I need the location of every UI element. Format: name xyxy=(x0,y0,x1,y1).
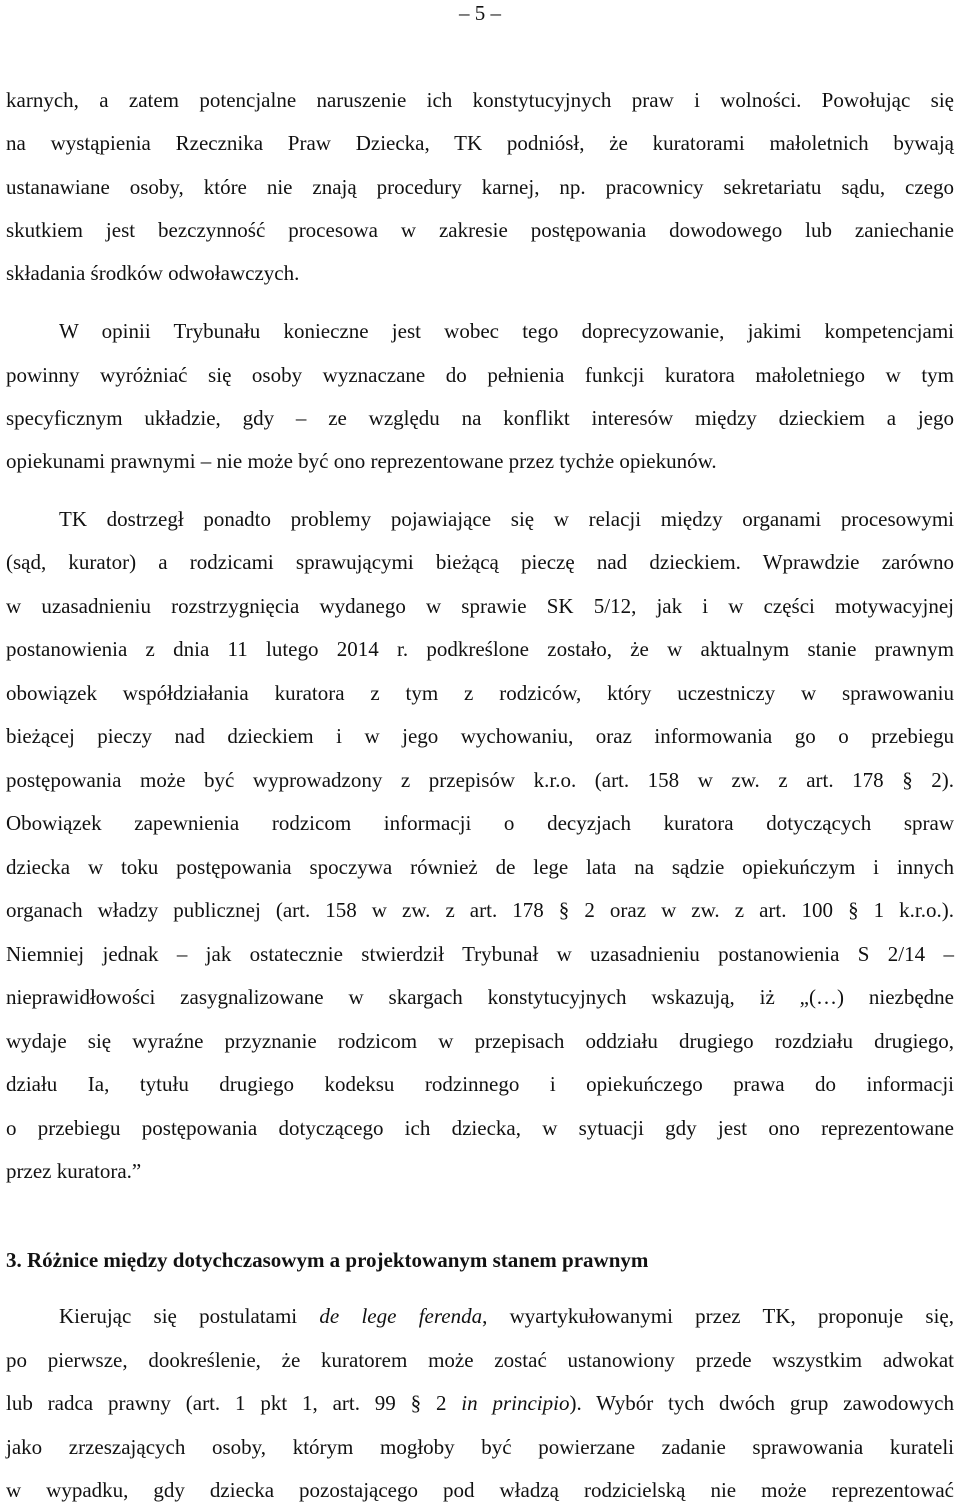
paragraph-3-line-4: postanowienia z dnia 11 lutego 2014 r. podkreślone zostało, że w aktualnym stanie prawnym xyxy=(6,637,954,661)
section-paragraph-line-1-end: , wyartykułowanymi przez TK, proponuje się, xyxy=(482,1304,954,1328)
section-paragraph-line-4: jako zrzeszających osoby, którym mogłoby być powierzane zadanie sprawowania kurateli xyxy=(6,1435,954,1459)
paragraph-3-line-9: dziecka w toku postępowania spoczywa również de lege lata na sądzie opiekuńczym i innych xyxy=(6,855,954,879)
paragraph-1-line-4: skutkiem jest bezczynność procesowa w zakresie postępowania dowodowego lub zaniechanie xyxy=(6,218,954,242)
paragraph-3-line-1: TK dostrzegł ponadto problemy pojawiające się w relacji między organami procesowymi xyxy=(59,507,954,531)
section-paragraph-line-3-end: ). Wybór tych dwóch grup zawodowych xyxy=(569,1391,954,1415)
paragraph-3-line-14: działu Ia, tytułu drugiego kodeksu rodzinnego i opiekuńczego prawa do informacji xyxy=(6,1072,954,1096)
paragraph-3-line-10: organach władzy publicznej (art. 158 w zw. z art. 178 § 2 oraz w zw. z art. 100 § 1 k.r.o.). xyxy=(6,898,954,922)
paragraph-3-line-3: w uzasadnieniu rozstrzygnięcia wydanego w sprawie SK 5/12, jak i w części motywacyjnej xyxy=(6,594,954,618)
paragraph-3-line-6: bieżącej pieczy nad dzieckiem i w jego wychowaniu, oraz informowania go o przebiegu xyxy=(6,724,954,748)
paragraph-3-line-16: przez kuratora.” xyxy=(6,1159,142,1183)
paragraph-3-line-7: postępowania może być wyprowadzony z przepisów k.r.o. (art. 158 w zw. z art. 178 § 2). xyxy=(6,768,954,792)
section-paragraph-line-2: po pierwsze, dookreślenie, że kuratorem może zostać ustanowiony przede wszystkim adwokat xyxy=(6,1348,954,1372)
paragraph-3-line-8: Obowiązek zapewnienia rodzicom informacji o decyzjach kuratora dotyczących spraw xyxy=(6,811,954,835)
paragraph-2-line-1: W opinii Trybunału konieczne jest wobec tego doprecyzowanie, jakimi kompetencjami xyxy=(59,319,954,343)
section-paragraph-line-1 xyxy=(59,1294,954,1338)
paragraph-3-line-15: o przebiegu postępowania dotyczącego ich dziecka, w sytuacji gdy jest ono reprezentowane xyxy=(6,1116,954,1140)
paragraph-3-line-2: (sąd, kurator) a rodzicami sprawującymi bieżącą pieczę nad dzieckiem. Wprawdzie zarówno xyxy=(6,550,954,574)
section-heading: 3. Różnice między dotychczasowym a projektowanym stanem prawnym xyxy=(6,1248,649,1272)
paragraph-2-line-2: powinny wyróżniać się osoby wyznaczane do pełnienia funkcji kuratora małoletniego w tym xyxy=(6,363,954,387)
section-paragraph-line-3-start: lub radca prawny (art. 1 pkt 1, art. 99 § 2 xyxy=(6,1391,462,1415)
paragraph-3-line-5: obowiązek współdziałania kuratora z tym z rodziców, który uczestniczy w sprawowaniu xyxy=(6,681,954,705)
paragraph-2-line-4: opiekunami prawnymi – nie może być ono reprezentowane przez tychże opiekunów. xyxy=(6,449,717,473)
paragraph-1-line-2: na wystąpienia Rzecznika Praw Dziecka, TK podniósł, że kuratorami małoletnich bywają xyxy=(6,131,954,155)
section-paragraph-latin-term: de lege ferenda xyxy=(319,1304,483,1328)
section-paragraph-line-3 xyxy=(6,1381,954,1425)
paragraph-3-line-13: wydaje się wyraźne przyznanie rodzicom w przepisach oddziału drugiego rozdziału drugiego, xyxy=(6,1029,954,1053)
page-number: – 5 – xyxy=(459,1,501,25)
section-paragraph-latin-phrase: in principio xyxy=(461,1391,570,1415)
paragraph-3-line-11: Niemniej jednak – jak ostatecznie stwierdził Trybunał w uzasadnieniu postanowienia S 2/14 – xyxy=(6,942,954,966)
paragraph-1-line-3: ustanawiane osoby, które nie znają procedury karnej, np. pracownicy sekretariatu sądu, czego xyxy=(6,175,954,199)
paragraph-2-line-3: specyficznym układzie, gdy – ze względu na konflikt interesów między dzieckiem a jego xyxy=(6,406,954,430)
paragraph-1-line-1: karnych, a zatem potencjalne naruszenie ich konstytucyjnych praw i wolności. Powołując się xyxy=(6,88,954,112)
section-paragraph-line-1-start: Kierując się postulatami xyxy=(59,1304,320,1328)
section-paragraph-line-5: w wypadku, gdy dziecka pozostającego pod władzą rodzicielską nie może reprezentować xyxy=(6,1478,954,1502)
paragraph-3-line-12: nieprawidłowości zasygnalizowane w skargach konstytucyjnych wskazują, iż „(…) niezbędne xyxy=(6,985,954,1009)
paragraph-1-line-5: składania środków odwoławczych. xyxy=(6,261,300,285)
